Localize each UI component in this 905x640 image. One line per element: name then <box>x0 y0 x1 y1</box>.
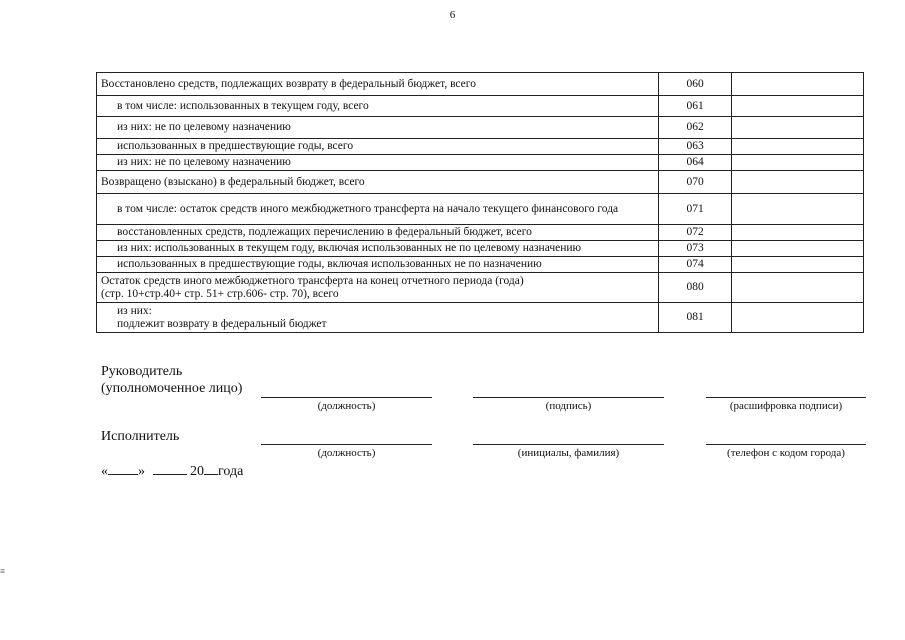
row-label <box>97 273 659 303</box>
head-signature-line[interactable] <box>473 397 664 398</box>
table-row <box>97 273 864 303</box>
row-label: восстановленных средств, подлежащих перечислению в федеральный бюджет, всего <box>97 225 659 241</box>
head-signature-caption: (подпись) <box>545 400 592 412</box>
table-row <box>97 225 864 241</box>
row-code: 063 <box>659 139 732 155</box>
executor-position-line[interactable] <box>261 444 432 445</box>
table-row <box>97 117 864 139</box>
table-row <box>97 139 864 155</box>
date-month-blank[interactable] <box>153 462 187 475</box>
table-row <box>97 96 864 117</box>
executor-phone-line[interactable] <box>706 444 866 445</box>
row-code: 060 <box>659 73 732 96</box>
row-label: в том числе: остаток средств иного межбюджетного трансферта на начало текущего финансового года <box>97 194 659 225</box>
row-code: 062 <box>659 117 732 139</box>
head-decoding-caption: (расшифровка подписи) <box>729 400 843 412</box>
table-row <box>97 73 864 96</box>
table-row <box>97 194 864 225</box>
head-decoding-line[interactable] <box>706 397 866 398</box>
table-row <box>97 303 864 333</box>
table-row <box>97 171 864 194</box>
row-code: 071 <box>659 194 732 225</box>
row-value[interactable] <box>732 155 864 171</box>
date-open-quote: « <box>101 464 108 479</box>
row-label-line: Остаток средств иного межбюджетного трансферта на конец отчетного периода (года) <box>101 274 524 287</box>
row-code: 074 <box>659 257 732 273</box>
date-year-suffix: года <box>218 464 244 479</box>
row-value[interactable] <box>732 139 864 155</box>
margin-mark: ≡ <box>0 566 6 576</box>
row-code: 081 <box>659 303 732 333</box>
date-year-blank[interactable] <box>204 462 218 475</box>
row-label: из них: не по целевому назначению <box>97 155 659 171</box>
date-day-blank[interactable] <box>108 462 138 475</box>
row-value[interactable] <box>732 117 864 139</box>
row-value[interactable] <box>732 303 864 333</box>
row-value[interactable] <box>732 257 864 273</box>
date-field <box>101 462 243 480</box>
row-value[interactable] <box>732 96 864 117</box>
executor-name-line[interactable] <box>473 444 664 445</box>
row-code: 073 <box>659 241 732 257</box>
row-label: использованных в предшествующие годы, включая использованных не по назначению <box>97 257 659 273</box>
row-label: в том числе: использованных в текущем году, всего <box>97 96 659 117</box>
row-label: из них: использованных в текущем году, включая использованных не по целевому назначению <box>97 241 659 257</box>
report-table <box>96 72 864 333</box>
executor-label: Исполнитель <box>101 429 180 444</box>
date-close-quote: » <box>138 464 145 479</box>
table-row <box>97 241 864 257</box>
head-position-line[interactable] <box>261 397 432 398</box>
row-code: 072 <box>659 225 732 241</box>
row-label-line: (стр. 10+стр.40+ стр. 51+ стр.606- стр. 70), всего <box>101 287 339 300</box>
executor-position-caption: (должность) <box>317 447 376 459</box>
row-label: Возвращено (взыскано) в федеральный бюджет, всего <box>97 171 659 194</box>
row-code: 061 <box>659 96 732 117</box>
row-code: 080 <box>659 273 732 303</box>
row-label: Восстановлено средств, подлежащих возврату в федеральный бюджет, всего <box>97 73 659 96</box>
head-position-caption: (должность) <box>317 400 376 412</box>
table-row <box>97 257 864 273</box>
row-value[interactable] <box>732 171 864 194</box>
row-label: использованных в предшествующие годы, всего <box>97 139 659 155</box>
row-label: из них: не по целевому назначению <box>97 117 659 139</box>
row-label-line: подлежит возврату в федеральный бюджет <box>117 317 327 330</box>
executor-phone-caption: (телефон с кодом города) <box>727 447 845 459</box>
row-value[interactable] <box>732 73 864 96</box>
row-value[interactable] <box>732 194 864 225</box>
table-row <box>97 155 864 171</box>
page-number: 6 <box>449 9 456 21</box>
head-label-sub: (уполномоченное лицо) <box>101 381 243 396</box>
row-code: 064 <box>659 155 732 171</box>
row-code: 070 <box>659 171 732 194</box>
executor-name-caption: (инициалы, фамилия) <box>517 447 620 459</box>
row-label-line: из них: <box>117 304 152 317</box>
row-label <box>97 303 659 333</box>
head-label: Руководитель <box>101 364 183 379</box>
row-value[interactable] <box>732 273 864 303</box>
row-value[interactable] <box>732 241 864 257</box>
row-value[interactable] <box>732 225 864 241</box>
date-year-prefix: 20 <box>190 464 204 479</box>
